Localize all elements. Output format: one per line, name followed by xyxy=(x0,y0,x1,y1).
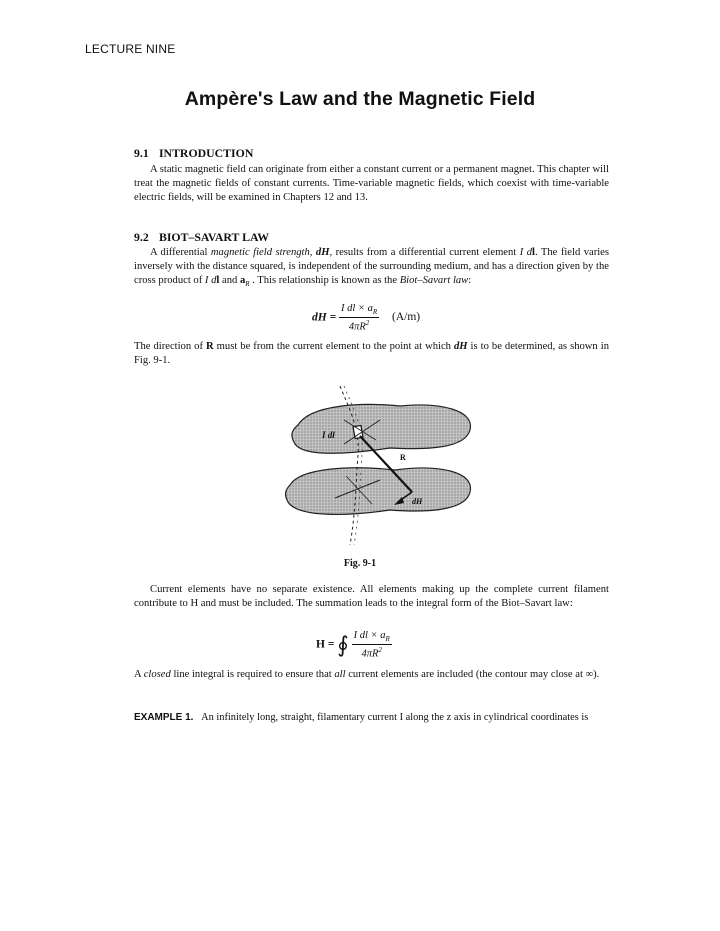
text-run: Biot–Savart law xyxy=(399,274,469,286)
text-run: dH xyxy=(312,247,330,258)
eq-units: (A/m) xyxy=(392,311,421,324)
text-run: l xyxy=(216,274,220,286)
text-run: and xyxy=(219,274,240,286)
text-run: a xyxy=(239,274,246,286)
eq-numerator xyxy=(339,303,379,318)
text-run: The direction of xyxy=(134,341,206,352)
eq-fraction xyxy=(352,630,392,660)
label-r: R xyxy=(400,453,406,462)
figure-9-1 xyxy=(280,380,480,550)
text-run: all xyxy=(334,669,346,680)
eq-lhs: dH = xyxy=(312,311,337,324)
text-run: R xyxy=(245,279,250,288)
chapter-title: Ampère's Law and the Magnetic Field xyxy=(184,88,536,110)
example-label: EXAMPLE 1. xyxy=(134,712,194,723)
section-heading-biot xyxy=(134,230,269,245)
eq-den-text: 4πR xyxy=(348,321,366,333)
text-run: : xyxy=(468,274,472,286)
text-run: magnetic field strength, xyxy=(210,247,313,258)
text-run: line integral is required to ensure that xyxy=(170,669,335,680)
page-header: LECTURE NINE xyxy=(85,42,176,56)
equation-biot-savart-differential xyxy=(312,303,420,333)
section-title: BIOT–SAVART LAW xyxy=(158,230,270,244)
eq-fraction xyxy=(339,303,379,333)
text-run: is to be determined, as shown in Fig. 9-1. xyxy=(134,341,609,366)
eq-den-text: 4πR xyxy=(361,648,379,660)
biot-paragraph-4 xyxy=(134,668,609,682)
text-run: R xyxy=(206,341,214,352)
eq-num-text: I dl × a xyxy=(341,303,373,314)
lower-surface xyxy=(286,468,471,515)
text-run: . This relationship is known as the xyxy=(249,274,400,286)
section-heading-intro xyxy=(134,146,253,161)
eq-den-sup: 2 xyxy=(365,319,370,328)
eq-denominator xyxy=(352,645,392,660)
text-run: I d xyxy=(204,274,217,286)
eq-num-sub: R xyxy=(385,635,390,644)
biot-paragraph-3 xyxy=(134,583,609,611)
text-run: closed xyxy=(143,669,171,680)
text-run: I d xyxy=(519,247,533,258)
eq-num-sub: R xyxy=(372,308,378,317)
upper-surface xyxy=(292,404,471,453)
section-title: INTRODUCTION xyxy=(158,146,254,160)
eq-lhs: H = xyxy=(316,638,335,651)
label-idl: I dl xyxy=(322,430,335,440)
integral-symbol: ∮ xyxy=(337,631,349,657)
section-number: 9.2 xyxy=(134,230,149,244)
text-run: must be from the current element to the point at which xyxy=(213,341,454,352)
label-dh: dH xyxy=(412,497,423,506)
example-1 xyxy=(134,712,614,723)
figure-caption: Fig. 9-1 xyxy=(343,558,377,569)
text-run: current elements are included (the contour may close at ∞). xyxy=(345,669,600,680)
text-run: . The field varies inversely with the distance squared, is independent of the surrounding medium, and has a direction given by the cross product of xyxy=(134,247,609,286)
eq-num-text: I dl × a xyxy=(353,630,386,641)
text-run: A differential xyxy=(150,247,211,258)
intro-paragraph xyxy=(134,163,609,204)
section-number: 9.1 xyxy=(134,146,149,160)
text-run: Current elements have no separate existence. All elements making up the complete current filament contribute to H and must be included. The summation leads to the integral form of the Biot–Savart law: xyxy=(134,584,609,609)
eq-denominator xyxy=(339,318,379,333)
eq-den-sup: 2 xyxy=(378,646,382,655)
intro-text: A static magnetic field can originate from either a constant current or a permanent magnet. This chapter will treat the magnetic fields of constant currents. Time-variable magnetic fields, which coexist with time-variable electric fields, will be examined in Chapters 12 and 13. xyxy=(134,164,609,203)
equation-biot-savart-integral xyxy=(316,630,392,660)
biot-paragraph-1 xyxy=(134,246,609,292)
example-text: An infinitely long, straight, filamentary current I along the z axis in cylindrical coordinates is xyxy=(201,712,589,723)
text-run: , results from a differential current element xyxy=(329,247,520,258)
text-run: A xyxy=(134,669,144,680)
text-run: dH xyxy=(454,341,468,352)
biot-paragraph-2 xyxy=(134,340,609,368)
eq-numerator xyxy=(352,630,392,645)
text-run: l xyxy=(532,247,535,258)
